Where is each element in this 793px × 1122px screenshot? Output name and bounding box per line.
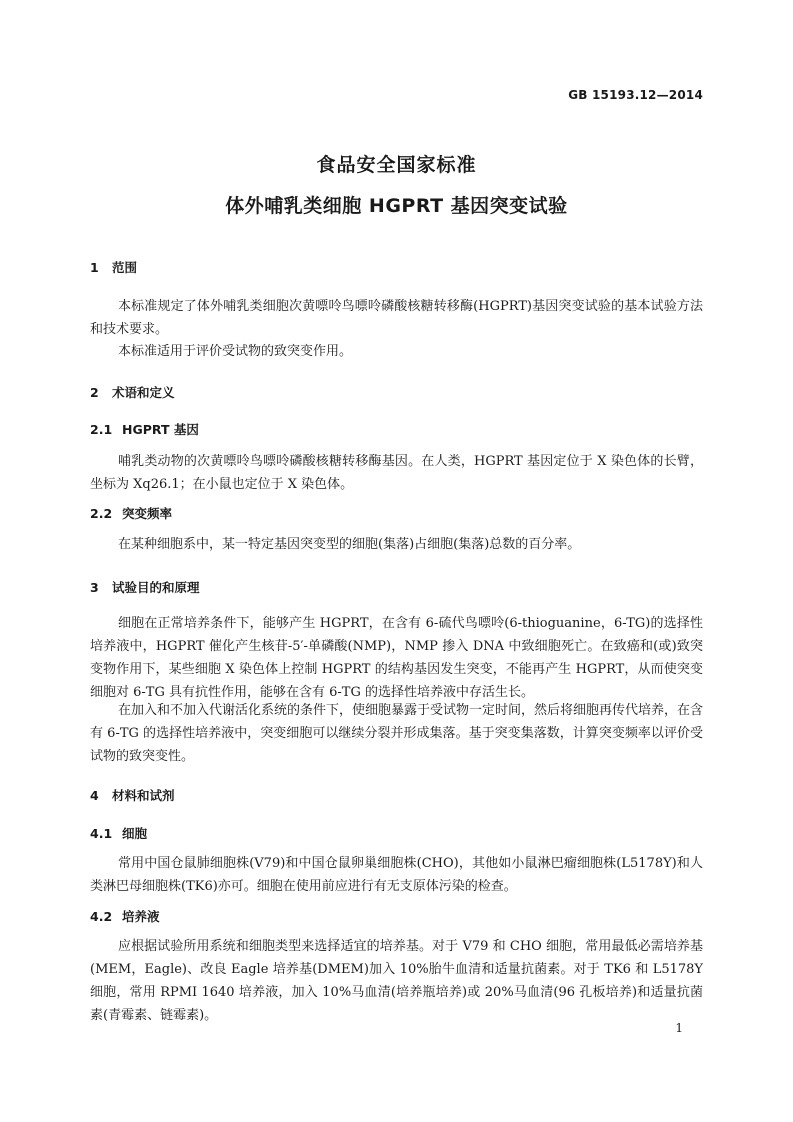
- section-title: 范围: [112, 260, 138, 275]
- section-number: 4: [90, 788, 99, 803]
- section-4-2-paragraph: 应根据试验所用系统和细胞类型来选择适宜的培养基。对于 V79 和 CHO 细胞，常用最低必需培养基(MEM，Eagle)、改良 Eagle 培养基(DMEM)加入 10%胎牛血清和适量抗菌素。对于 TK6 和 L5178Y 细胞，常用 RPMI 1640 培养液，加入 10%马血清(培养瓶培养)或 20%马血清(96 孔板培养)和适量抗菌素(青霉素、链霉素)。: [90, 939, 703, 1023]
- section-2-2-heading: [90, 504, 172, 522]
- document-title-line2: 体外哺乳类细胞 HGPRT 基因突变试验: [225, 195, 568, 217]
- section-3-paragraph-2: 在加入和不加入代谢活化系统的条件下，使细胞暴露于受试物一定时间，然后将细胞再传代培养，在含有 6-TG 的选择性培养液中，突变细胞可以继续分裂并形成集落。基于突变集落数，计算突变频率以评价受试物的致突变性。: [90, 703, 704, 764]
- section-3-heading: [90, 578, 200, 596]
- section-title: 细胞: [122, 826, 148, 841]
- section-3-paragraph-1: 细胞在正常培养条件下，能够产生 HGPRT，在含有 6-硫代鸟嘌呤(6-thioguanine，6-TG)的选择性培养液中，HGPRT 催化产生核苷-5′-单磷酸(NMP)，NMP 掺入 DNA 中致细胞死亡。在致癌和(或)致突变物作用下，某些细胞 X 染色体上控制 HGPRT 的结构基因发生突变，不能再产生 HGPRT，从而使突变细胞对 6-TG 具有抗性作用，能够在含有 6-TG 的选择性培养液中存活生长。: [90, 616, 703, 700]
- section-1-paragraph-2: 本标准适用于评价受试物的致突变作用。: [118, 344, 353, 359]
- section-1-heading: [90, 258, 137, 276]
- section-4-2-heading: [90, 907, 160, 925]
- standard-code: GB 15193.12—2014: [568, 88, 703, 102]
- section-title: 突变频率: [122, 506, 173, 521]
- section-title: 材料和试剂: [112, 788, 175, 803]
- section-number: 2: [90, 385, 99, 400]
- section-1-paragraph-1: 本标准规定了体外哺乳类细胞次黄嘌呤鸟嘌呤磷酸核糖转移酶(HGPRT)基因突变试验的基本试验方法和技术要求。: [90, 299, 703, 337]
- document-title-line1: 食品安全国家标准: [316, 154, 477, 176]
- section-2-1-heading: [90, 420, 199, 438]
- section-number: 3: [90, 580, 99, 595]
- section-4-heading: [90, 786, 175, 804]
- section-title: 术语和定义: [112, 385, 175, 400]
- section-4-1-heading: [90, 824, 147, 842]
- section-number: 2.1: [90, 422, 113, 437]
- section-number: 1: [90, 260, 99, 275]
- section-number: 4.1: [90, 826, 113, 841]
- section-number: 4.2: [90, 909, 113, 924]
- section-title: 试验目的和原理: [112, 580, 200, 595]
- section-4-1-paragraph: 常用中国仓鼠肺细胞株(V79)和中国仓鼠卵巢细胞株(CHO)，其他如小鼠淋巴瘤细胞株(L5178Y)和人类淋巴母细胞株(TK6)亦可。细胞在使用前应进行有无支原体污染的检查。: [90, 856, 703, 894]
- section-title: 培养液: [122, 909, 160, 924]
- section-number: 2.2: [90, 506, 113, 521]
- section-title: HGPRT 基因: [122, 422, 199, 437]
- section-2-2-paragraph: 在某种细胞系中，某一特定基因突变型的细胞(集落)占细胞(集落)总数的百分率。: [118, 537, 581, 552]
- section-2-heading: [90, 383, 175, 401]
- page-number: 1: [675, 1021, 683, 1035]
- section-2-1-paragraph: 哺乳类动物的次黄嘌呤鸟嘌呤磷酸核糖转移酶基因。在人类，HGPRT 基因定位于 X 染色体的长臂，坐标为 Xq26.1；在小鼠也定位于 X 染色体。: [90, 454, 703, 492]
